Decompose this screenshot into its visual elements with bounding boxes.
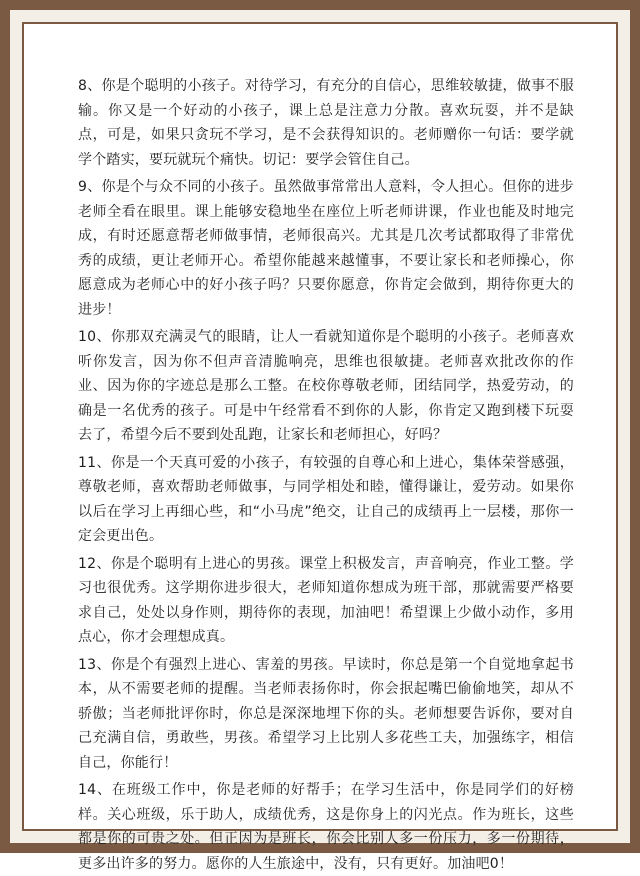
paragraph-13: 13、你是个有强烈上进心、害羞的男孩。早读时，你总是第一个自觉地拿起书本，从不需要老师的提醒。当老师表扬你时，你会抿起嘴巴偷偷地笑，却从不骄傲；当老师批评你时，你总是深深地埋下你的头。老师想要告诉你，要对自己充满自信，勇敢些，男孩。希望学习上比别人多花些工夫，加强练字，相信自己，你能行！ [78,656,574,771]
paragraph-9: 9、你是个与众不同的小孩子。虽然做事常常出人意料，令人担心。但你的进步老师全看在眼里。课上能够安稳地坐在座位上听老师讲课，作业也能及时地完成，有时还愿意帮老师做事情，老师很高兴。尤其是几次考试都取得了非常优秀的成绩，更让老师开心。希望你能越来越懂事，不要让家长和老师操心，你愿意成为老师心中的好小孩子吗？只要你愿意，你肯定会做到，期待你更大的进步！ [78,179,574,318]
paragraph-10: 10、你那双充满灵气的眼睛，让人一看就知道你是个聪明的小孩子。老师喜欢听你发言，因为你不但声音清脆响亮，思维也很敏捷。老师喜欢批改你的作业、因为你的字迹总是那么工整。在校你尊敬老师，团结同学，热爱劳动，的确是一名优秀的孩子。可是中午经常看不到你的人影，你肯定又跑到楼下玩耍去了，希望今后不要到处乱跑，让家长和老师担心，好吗？ [78,329,574,443]
paragraph-11: 11、你是一个天真可爱的小孩子，有较强的自尊心和上进心，集体荣誉感强，尊敬老师，喜欢帮助老师做事，与同学相处和睦，懂得谦让，爱劳动。如果你以后在学习上再细心些，和“小马虎”绝交，让自己的成绩再上一层楼，那你一定会更出色。 [78,454,574,544]
frame-mat [10,10,630,872]
paragraph-14: 14、在班级工作中，你是老师的好帮手；在学习生活中，你是同学们的好榜样。关心班级，乐于助人，成绩优秀，这是你身上的闪光点。作为班长，这些都是你的可贵之处。但正因为是班长，你会比别人多一份压力，多一份期待，更多出许多的努力。愿你的人生旅途中，没有，只有更好。加油吧0！ [78,782,574,872]
document-body [78,74,574,876]
paragraph-8: 8、你是个聪明的小孩子。对待学习，有充分的自信心，思维较敏捷，做事不服输。你又是一个好动的小孩子，课上总是注意力分散。喜欢玩耍，并不是缺点，可是，如果只贪玩不学习，是不会获得知识的。老师赠你一句话：要学就学个踏实，要玩就玩个痛快。切记：要学会管住自己。 [78,78,574,168]
document-page [22,22,618,872]
paragraph-12: 12、你是个聪明有上进心的男孩。课堂上积极发言，声音响亮，作业工整。学习也很优秀。这学期你进步很大，老师知道你想成为班干部，那就需要严格要求自己，处处以身作则，期待你的表现，加油吧！希望课上少做小动作，多用点心，你才会理想成真。 [78,555,574,645]
